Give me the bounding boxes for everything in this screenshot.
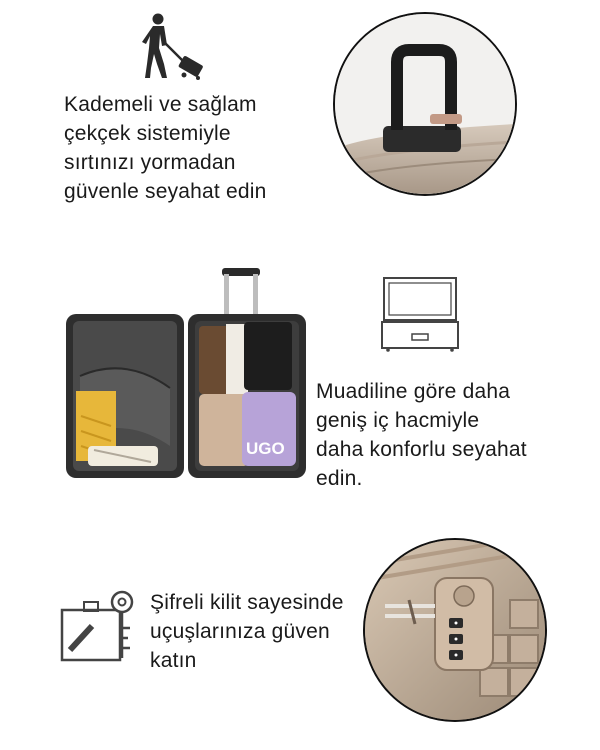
feature-line: çekçek sistemiyle xyxy=(64,122,231,145)
feature-line: uçuşlarınıza güven xyxy=(150,620,330,643)
feature-line: katın xyxy=(150,649,197,672)
feature-line: edin. xyxy=(316,467,363,490)
lock-feature-text xyxy=(150,588,360,675)
lock-and-key-icon xyxy=(58,588,142,666)
feature-line: Muadiline göre daha xyxy=(316,380,511,403)
feature-line: Şifreli kilit sayesinde xyxy=(150,591,344,614)
feature-line: Kademeli ve sağlam xyxy=(64,93,257,116)
feature-line: daha konforlu seyahat xyxy=(316,438,527,461)
capacity-feature-text xyxy=(316,377,591,493)
combination-lock-image xyxy=(363,538,547,722)
open-packed-suitcase-image xyxy=(66,266,306,481)
feature-line: sırtınızı yormadan xyxy=(64,151,236,174)
traveler-with-luggage-icon xyxy=(140,12,210,80)
telescopic-handle-image xyxy=(333,12,517,196)
open-suitcase-icon xyxy=(380,276,460,352)
handle-feature-text xyxy=(64,90,324,206)
clothing-print-text: UGO xyxy=(246,439,285,458)
feature-line: geniş iç hacmiyle xyxy=(316,409,480,432)
feature-line: güvenle seyahat edin xyxy=(64,180,267,203)
